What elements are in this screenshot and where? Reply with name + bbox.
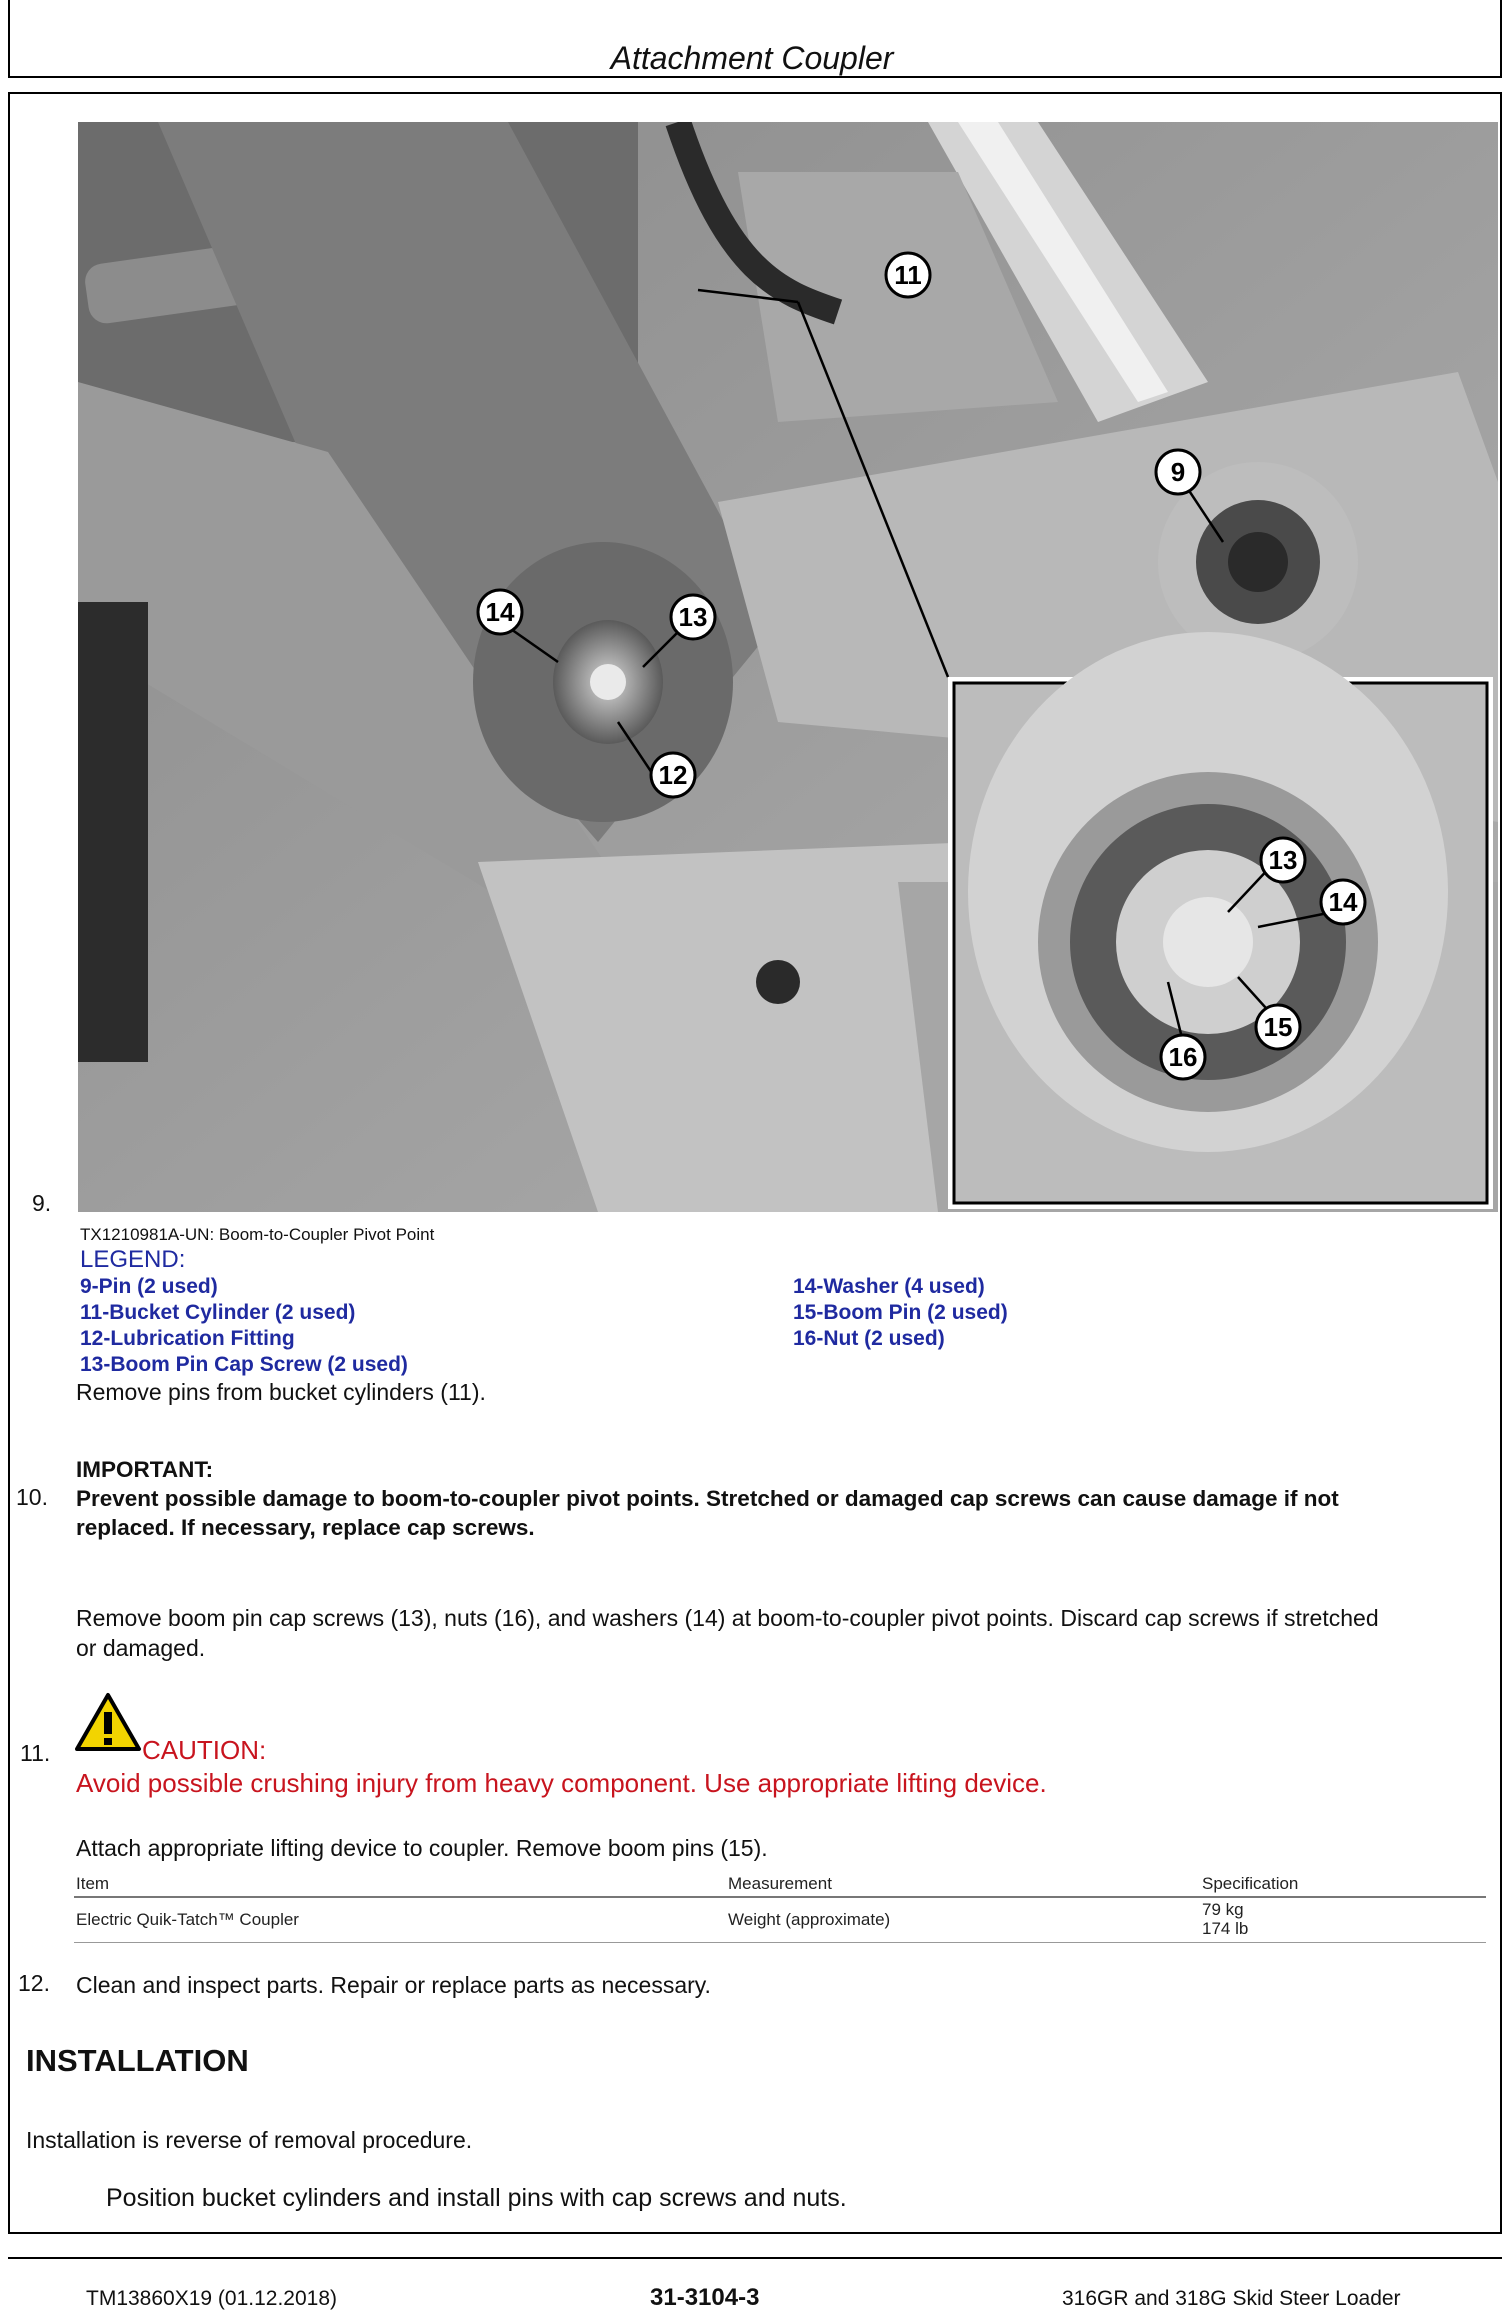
step-11-text: Attach appropriate lifting device to coupler. Remove boom pins (15).: [76, 1835, 768, 1861]
step-11-number: 11.: [20, 1740, 51, 1766]
warning-icon: [74, 1692, 142, 1752]
step-10-line-2: or damaged.: [76, 1635, 206, 1661]
pivot-point-photo: [78, 122, 1498, 1212]
legend-item: 12-Lubrication Fitting: [80, 1327, 295, 1350]
installation-intro: Installation is reverse of removal procedure.: [26, 2127, 473, 2153]
legend-right-column: [793, 1275, 1008, 1353]
svg-text:13: 13: [678, 602, 708, 632]
legend-heading: LEGEND:: [80, 1246, 186, 1273]
figure-caption: TX1210981A-UN: Boom-to-Coupler Pivot Point: [80, 1225, 435, 1244]
legend-item: 11-Bucket Cylinder (2 used): [80, 1301, 356, 1324]
callout-15-inset: [1256, 1005, 1300, 1049]
callout-13: [671, 595, 715, 639]
svg-text:11: 11: [894, 260, 922, 290]
spec-header-item: Item: [76, 1874, 110, 1893]
important-line-1: Prevent possible damage to boom-to-coupler pivot points. Stretched or damaged cap screws can cause damage if not: [76, 1486, 1339, 1511]
callout-11: [886, 253, 930, 297]
callout-14-inset: [1321, 880, 1365, 924]
caution-text: Avoid possible crushing injury from heavy component. Use appropriate lifting device.: [76, 1768, 1047, 1798]
legend-left-column: [80, 1275, 408, 1379]
footer-doc-id: TM13860X19 (01.12.2018): [86, 2287, 338, 2310]
caution-label: CAUTION:: [142, 1735, 267, 1765]
callout-12: [651, 753, 695, 797]
legend-item: 13-Boom Pin Cap Screw (2 used): [80, 1353, 408, 1376]
svg-text:14: 14: [485, 597, 515, 627]
spec-table: [74, 1871, 1486, 1943]
installation-heading: INSTALLATION: [26, 2043, 249, 2078]
spec-header-measurement: Measurement: [728, 1874, 832, 1893]
installation-step: Position bucket cylinders and install pins with cap screws and nuts.: [106, 2184, 847, 2212]
svg-text:14: 14: [1328, 887, 1358, 917]
step-10-number: 10.: [16, 1484, 48, 1510]
svg-text:15: 15: [1263, 1012, 1293, 1042]
legend-item: 16-Nut (2 used): [793, 1327, 945, 1350]
svg-text:16: 16: [1168, 1042, 1198, 1072]
step-10-line-1: Remove boom pin cap screws (13), nuts (16), and washers (14) at boom-to-coupler pivot points. Discard cap screws if stretched: [76, 1605, 1379, 1631]
spec-header-specification: Specification: [1202, 1874, 1299, 1893]
footer-page-number: 31-3104-3: [650, 2284, 760, 2311]
svg-text:13: 13: [1268, 845, 1298, 875]
step-12-number: 12.: [18, 1970, 50, 1996]
spec-measurement: Weight (approximate): [728, 1910, 891, 1929]
step-10-text: [76, 1603, 1496, 1663]
legend-item: 15-Boom Pin (2 used): [793, 1301, 1008, 1324]
svg-text:12: 12: [658, 760, 688, 790]
footer-product-name: 316GR and 318G Skid Steer Loader: [1062, 2287, 1401, 2310]
callout-13-inset: [1261, 838, 1305, 882]
step-9-text: Remove pins from bucket cylinders (11).: [76, 1379, 486, 1405]
step-9-number: 9.: [32, 1190, 52, 1216]
legend-item: 14-Washer (4 used): [793, 1275, 985, 1298]
svg-text:9: 9: [1170, 457, 1186, 487]
spec-table-row: [74, 1898, 1486, 1943]
spec-item: Electric Quik-Tatch™ Coupler: [76, 1910, 299, 1929]
callout-9: [1156, 450, 1200, 494]
page-title: Attachment Coupler: [610, 40, 894, 76]
callout-14: [478, 590, 522, 634]
important-line-2: replaced. If necessary, replace cap screws.: [76, 1515, 535, 1540]
spec-table-header: [74, 1871, 1486, 1898]
important-label: IMPORTANT:: [76, 1457, 214, 1482]
step-12-text: Clean and inspect parts. Repair or replace parts as necessary.: [76, 1972, 711, 1998]
spec-value-imperial: 174 lb: [1202, 1919, 1249, 1938]
callout-16-inset: [1161, 1035, 1205, 1079]
spec-value-metric: 79 kg: [1202, 1900, 1244, 1919]
legend-item: 9-Pin (2 used): [80, 1275, 218, 1298]
important-text: [76, 1484, 1496, 1542]
footer-rule: [8, 2257, 1502, 2259]
